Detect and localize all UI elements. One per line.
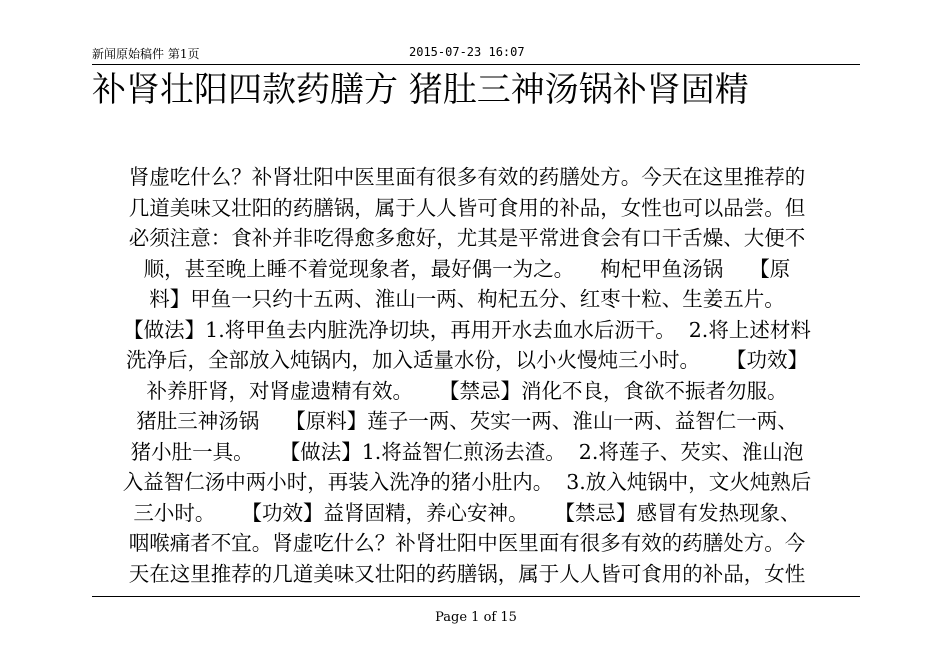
body-line: 咽喉痛者不宜。肾虚吃什么？补肾壮阳中医里面有很多有效的药膳处方。今 [128, 531, 806, 555]
body-line: 三小时。 【功效】益肾固精，养心安神。 【禁忌】感冒有发热现象、 [133, 500, 801, 525]
body-line: 【做法】1.将甲鱼去内脏洗净切块，再用开水去血水后沥干。 2.将上述材料 [123, 317, 811, 342]
body-line: 顺，甚至晚上睡不着觉现象者，最好偶一为之。 枸杞甲鱼汤锅 【原 [143, 256, 791, 281]
body-line: 洗净后，全部放入炖锅内，加入适量水份，以小火慢炖三小时。 【功效】 [125, 348, 809, 372]
document-title: 补肾壮阳四款药膳方 猪肚三神汤锅补肾固精 [92, 70, 749, 110]
body-line: 补养肝肾，对肾虚遗精有效。 【禁忌】消化不良，食欲不振者勿服。 [146, 378, 788, 403]
header-source: 新闻原始稿件 第1页 [92, 47, 200, 61]
page-number: Page 1 of 15 [435, 610, 517, 625]
page-footer [92, 596, 860, 637]
body-line: 猪肚三神汤锅 【原料】莲子一两、芡实一两、淮山一两、益智仁一两、 [136, 409, 798, 433]
body-line: 天在这里推荐的几道美味又壮阳的药膳锅，属于人人皆可食用的补品，女性 [128, 561, 806, 586]
page-header [92, 44, 860, 65]
document-body [92, 162, 842, 589]
body-line: 几道美味又壮阳的药膳锅，属于人人皆可食用的补品，女性也可以品尝。但 [128, 195, 806, 220]
body-line: 入益智仁汤中两小时，再装入洗净的猪小肚内。 3.放入炖锅中，文火炖熟后 [122, 470, 812, 494]
body-line: 肾虚吃什么？补肾壮阳中医里面有很多有效的药膳处方。今天在这里推荐的 [128, 165, 806, 189]
body-line: 料】甲鱼一只约十五两、淮山一两、枸杞五分、红枣十粒、生姜五片。 [149, 287, 785, 311]
body-line: 必须注意：食补并非吃得愈多愈好，尤其是平常进食会有口干舌燥、大便不 [128, 226, 806, 250]
body-line: 猪小肚一具。 【做法】1.将益智仁煎汤去渣。 2.将莲子、芡实、淮山泡 [130, 439, 804, 464]
header-date: 2015-07-23 16:07 [409, 45, 525, 59]
